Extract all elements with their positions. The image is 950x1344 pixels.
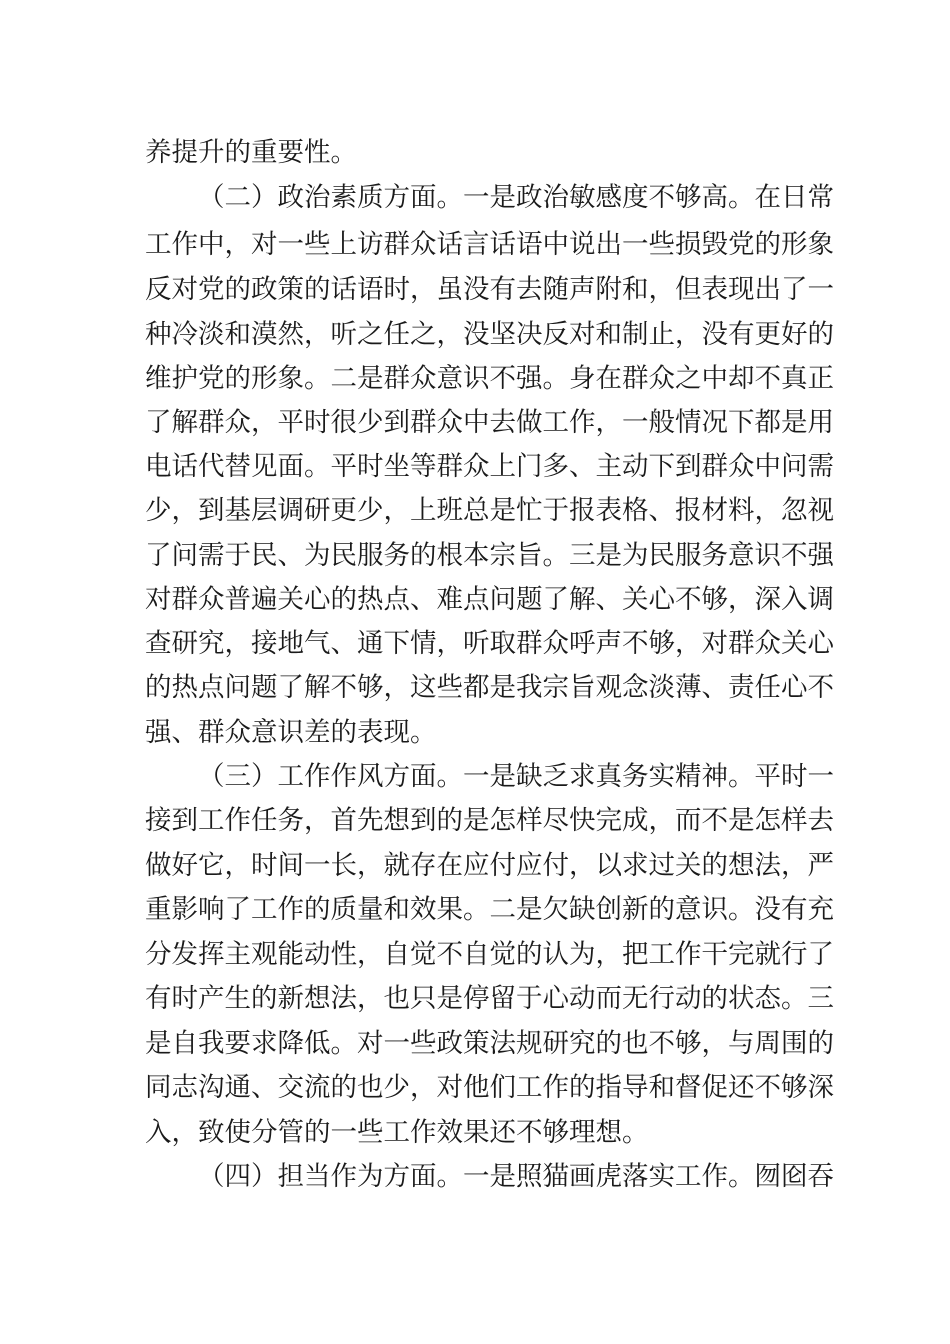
paragraph-heading-3: （三）工作作风方面。一是缺乏求真务实精神。平时一 bbox=[198, 761, 834, 792]
paragraph-heading-2: （二）政治素质方面。一是政治敏感度不够高。在日常 bbox=[198, 182, 834, 213]
text-line: 对群众普遍关心的热点、难点问题了解、关心不够，深入调 bbox=[145, 584, 834, 615]
text-line: 维护党的形象。二是群众意识不强。身在群众之中却不真正 bbox=[145, 363, 834, 394]
text-line: 了问需于民、为民服务的根本宗旨。三是为民服务意识不强 bbox=[145, 540, 834, 571]
text-line: 强、群众意识差的表现。 bbox=[145, 717, 437, 748]
text-line: 少，到基层调研更少，上班总是忙于报表格、报材料，忽视 bbox=[145, 495, 834, 526]
text-line: 养提升的重要性。 bbox=[145, 137, 357, 168]
text-line: 种冷淡和漠然，听之任之，没坚决反对和制止，没有更好的 bbox=[145, 319, 834, 350]
text-line: 做好它，时间一长，就存在应付应付，以求过关的想法，严 bbox=[145, 850, 834, 881]
text-line: 接到工作任务，首先想到的是怎样尽快完成，而不是怎样去 bbox=[145, 805, 834, 836]
text-line: 的热点问题了解不够，这些都是我宗旨观念淡薄、责任心不 bbox=[145, 672, 834, 703]
text-line: 有时产生的新想法，也只是停留于心动而无行动的状态。三 bbox=[145, 983, 834, 1014]
text-line: 是自我要求降低。对一些政策法规研究的也不够，与周围的 bbox=[145, 1028, 834, 1059]
text-line: 分发挥主观能动性，自觉不自觉的认为，把工作干完就行了 bbox=[145, 939, 834, 970]
text-line: 工作中，对一些上访群众话言话语中说出一些损毁党的形象 bbox=[145, 229, 834, 260]
text-line: 查研究，接地气、通下情，听取群众呼声不够，对群众关心 bbox=[145, 628, 834, 659]
text-line: 重影响了工作的质量和效果。二是欠缺创新的意识。没有充 bbox=[145, 894, 834, 925]
text-line: 电话代替见面。平时坐等群众上门多、主动下到群众中问需 bbox=[145, 451, 834, 482]
paragraph-heading-4: （四）担当作为方面。一是照猫画虎落实工作。囫囵吞 bbox=[198, 1161, 834, 1192]
text-line: 反对党的政策的话语时，虽没有去随声附和，但表现出了一 bbox=[145, 274, 834, 305]
text-line: 同志沟通、交流的也少，对他们工作的指导和督促还不够深 bbox=[145, 1072, 834, 1103]
text-line: 入，致使分管的一些工作效果还不够理想。 bbox=[145, 1117, 649, 1148]
text-line: 了解群众，平时很少到群众中去做工作，一般情况下都是用 bbox=[145, 407, 834, 438]
